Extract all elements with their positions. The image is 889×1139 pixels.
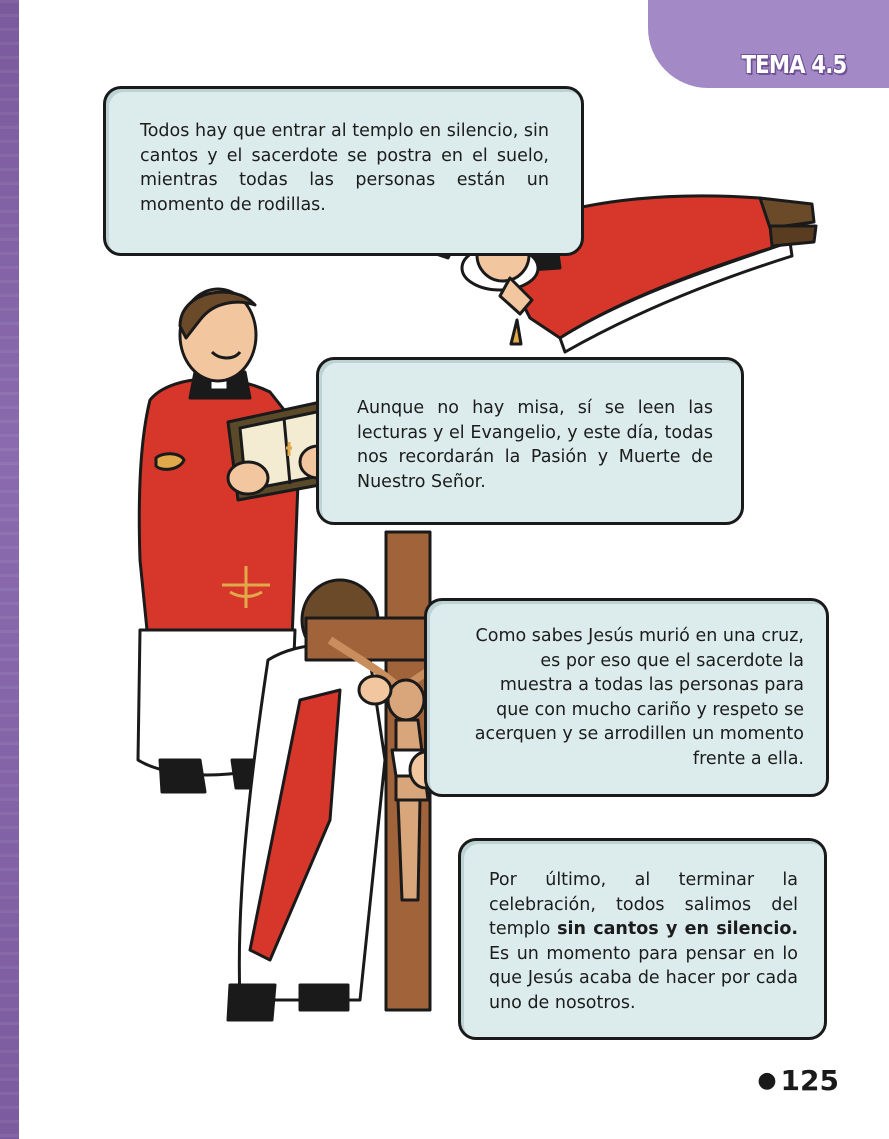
- bubble-text: [489, 868, 798, 1015]
- bubble-text-start: Por último, al terminar la celebración, todos salimos del templo: [489, 870, 798, 939]
- bubble-text: Aunque no hay misa, sí se leen las lecturas y el Evangelio, y este día, todas nos recordarán la Pasión y Muerte de Nuestro Señor.: [357, 398, 713, 492]
- speech-bubble-entrance: [103, 86, 584, 256]
- bubble-text: Como sabes Jesús murió en una cruz, es por eso que el sacerdote la muestra a todas las personas para que con mucho cariño y respeto se acerquen y se arrodillen un momento frente a ella.: [474, 626, 804, 769]
- bubble-text: Todos hay que entrar al templo en silencio, sin cantos y el sacerdote se postra en el suelo, mientras todas las personas están un momento de rodillas.: [140, 121, 549, 215]
- bullet-icon: ●: [757, 1068, 777, 1093]
- page-number-value: 125: [780, 1064, 839, 1097]
- bubble-text-end: Es un momento para pensar en lo que Jesús acaba de hacer por cada uno de nosotros.: [489, 943, 798, 1013]
- topic-label: TEMA 4.5: [741, 50, 846, 79]
- speech-bubble-cross: [424, 598, 829, 797]
- page-number: [757, 1064, 839, 1097]
- bubble-text-emphasis: sin cantos y en silencio.: [557, 919, 798, 939]
- speech-bubble-readings: [316, 357, 744, 525]
- speech-bubble-closing: [458, 838, 827, 1040]
